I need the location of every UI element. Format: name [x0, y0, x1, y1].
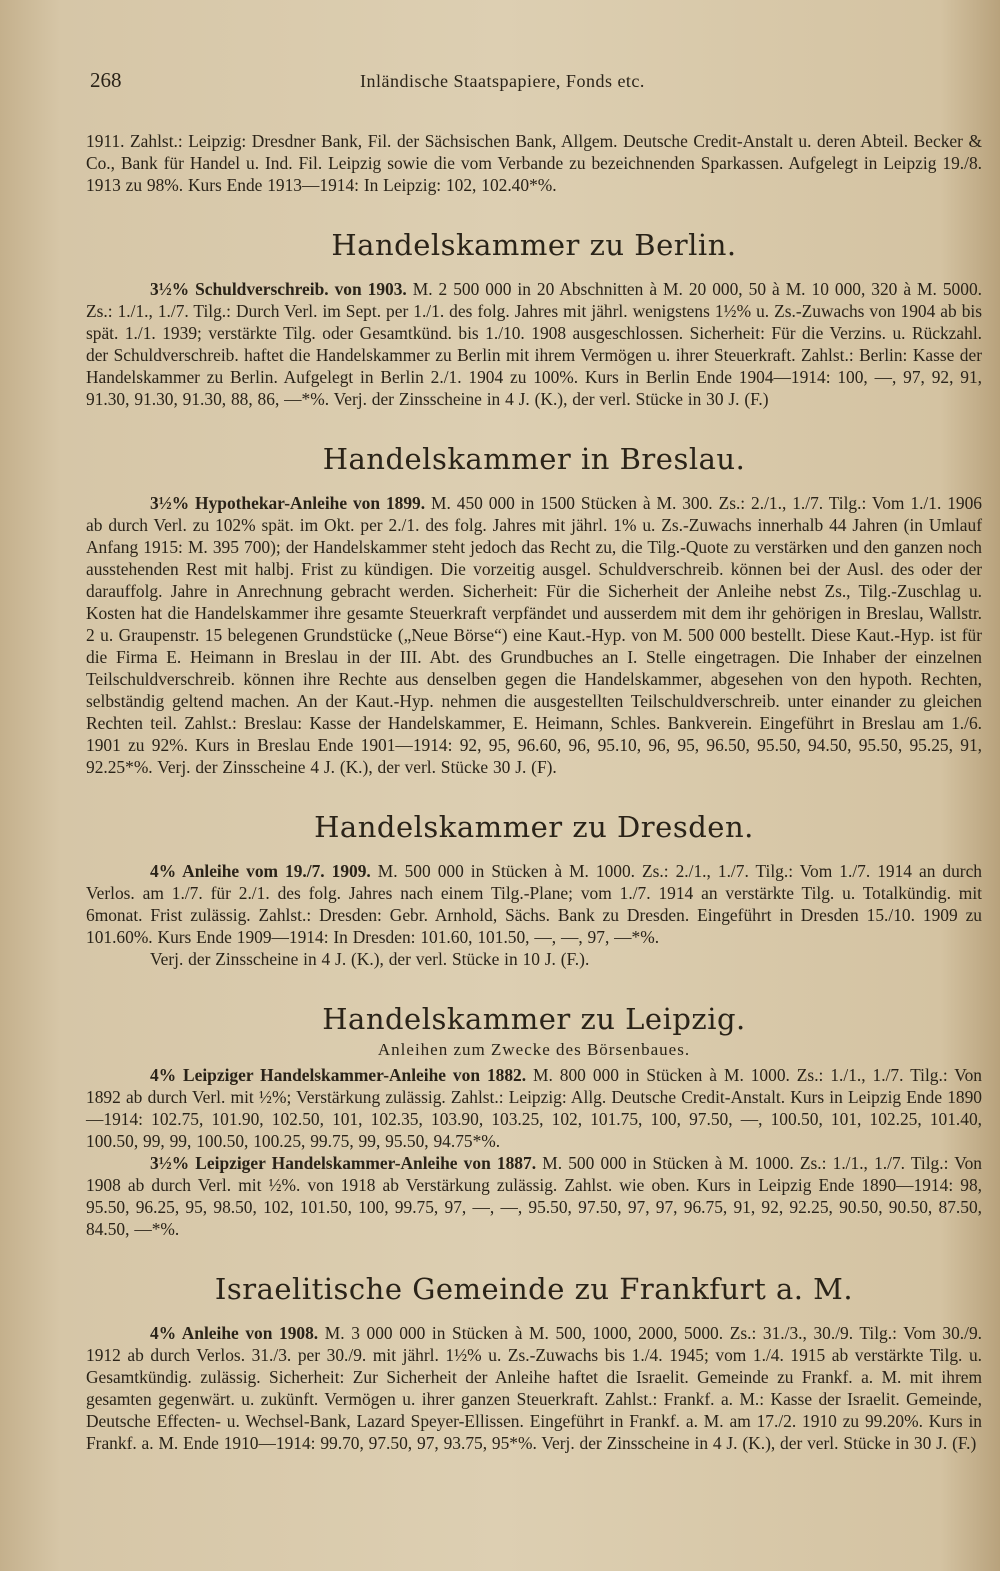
entry-paragraph	[86, 492, 982, 778]
running-head	[86, 68, 982, 104]
running-title: Inländische Staatspapiere, Fonds etc.	[360, 71, 645, 91]
entry-text: M. 3 000 000 in Stücken à M. 500, 1000, 2000, 5000. Zs.: 31./3., 30./9. Tilg.: Vom 30./9. 1912 ab durch Verlos. 31./3. per 30./9. mit jährl. 1½% u. Zs.-Zuwachs bis 1./4. 1945; vom 1./4. 1915 ab verstärkte Tilg. u. Gesamtkündig. zulässig. Sicherheit: Zur Sicherheit der Anleihe haftet die Israelit. Gemeinde zu Frankf. a. M. mit ihrem gesamten gegenwärt. u. zukünft. Vermögen u. ihrer ganzen Steuerkraft. Zahlst.: Frankf. a. M.: Kasse der Israelit. Gemeinde, Deutsche Effecten- u. Wechsel-Bank, Lazard Speyer-Ellissen. Eingeführt in Frankf. a. M. am 17./2. 1910 zu 99.20%. Kurs in Frankf. a. M. Ende 1910—1914: 99.70, 97.50, 97, 93.75, 95*%. Verj. der Zinsscheine in 4 J. (K.), der verl. Stücke in 30 J. (F.)	[86, 1323, 982, 1453]
entry-title: 4% Anleihe vom 19./7. 1909.	[150, 861, 371, 881]
page-number: 268	[90, 68, 122, 92]
intro-paragraph: 1911. Zahlst.: Leipzig: Dresdner Bank, Fil. der Sächsischen Bank, Allgem. Deutsche Credit-Anstalt u. deren Abteil. Becker & Co., Bank für Handel u. Ind. Fil. Leipzig sowie die vom Verbande zu bezeichnenden Sparkassen. Aufgelegt in Leipzig 19./8. 1913 zu 98%. Kurs Ende 1913—1914: In Leipzig: 102, 102.40*%.	[86, 131, 982, 195]
section-heading-dresden: Handelskammer zu Dresden.	[314, 810, 754, 844]
entry-text: M. 500 000 in Stücken à M. 1000. Zs.: 2./1., 1./7. Tilg.: Vom 1./7. 1914 an durch Verlos. am 1./7. für 2./1. des folg. Jahres nach einem Tilg.-Plane; vom 1./7. 1914 an verstärkte Tilg. u. Totalkündig. mit 6monat. Frist zulässig. Zahlst.: Dresden: Gebr. Arnhold, Sächs. Bank zu Dresden. Eingeführt in Dresden 15./10. 1909 zu 101.60%. Kurs Ende 1909—1914: In Dresden: 101.60, 101.50, —, —, 97, —*%.	[86, 861, 983, 947]
entry-paragraph	[86, 948, 982, 970]
entry-title: 3½% Leipziger Handelskammer-Anleihe von 1887.	[150, 1153, 537, 1173]
entry-text: Verj. der Zinsscheine in 4 J. (K.), der verl. Stücke in 10 J. (F.).	[150, 949, 590, 969]
section-subheading: Anleihen zum Zwecke des Börsenbaues.	[377, 1040, 691, 1059]
entry-text: M. 800 000 in Stücken à M. 1000. Zs.: 1./1., 1./7. Tilg.: Von 1892 ab durch Verl. mit ½%; Verstärkung zulässig. Zahlst.: Leipzig: Allg. Deutsche Credit-Anstalt. Kurs in Leipzig Ende 1890—1914: 102.75, 101.90, 102.50, 101, 102.35, 103.90, 103.25, 102, 101.75, 100, 97.50, —, 100.50, 101, 102.25, 101.40, 100.50, 99, 99, 100.50, 100.25, 99.75, 99, 95.50, 94.75*%.	[86, 1065, 982, 1151]
entry-paragraph	[86, 860, 982, 948]
entry-text: M. 2 500 000 in 20 Abschnitten à M. 20 000, 50 à M. 10 000, 320 à M. 5000. Zs.: 1./1., 1./7. Tilg.: Durch Verl. im Sept. per 1./1. des folg. Jahres mit jährl. wenigstens 1½% u. Zs.-Zuwachs von 1904 ab bis spät. 1./1. 1939; verstärkte Tilg. oder Gesamtkünd. bis 1./10. 1908 ausgeschlossen. Sicherheit: Für die Verzins. u. Rückzahl. der Schuldverschreib. haftet die Handelskammer zu Berlin mit ihrem Vermögen u. ihrer Steuerkraft. Zahlst.: Berlin: Kasse der Handelskammer zu Berlin. Aufgelegt in Berlin 2./1. 1904 zu 100%. Kurs in Berlin Ende 1904—1914: 100, —, 97, 92, 91, 91.30, 91.30, 91.30, 88, 86, —*%. Verj. der Zinsscheine in 4 J. (K.), der verl. Stücke in 30 J. (F.)	[86, 279, 982, 409]
entry-title: 3½% Hypothekar-Anleihe von 1899.	[150, 493, 426, 513]
entry-paragraph	[86, 1064, 982, 1152]
entry-paragraph	[86, 278, 982, 410]
entry-title: 3½% Schuldverschreib. von 1903.	[150, 279, 407, 299]
entry-text: M. 450 000 in 1500 Stücken à M. 300. Zs.: 2./1., 1./7. Tilg.: Vom 1./1. 1906 ab durch Verl. zu 102% spät. im Okt. per 2./1. des folg. Jahres mit jährl. 1% u. Zs.-Zuwachs innerhalb 44 Jahren (in Umlauf Anfang 1915: M. 395 700); der Handelskammer steht jedoch das Recht zu, die Tilg.-Quote zu verstärken und den ganzen noch ausstehenden Rest mit halbj. Frist zu kündigen. Die vorzeitig ausgel. Schuldverschreib. können bei der Ausl. des oder der darauffolg. Jahre in Anrechnung gebracht werden. Sicherheit: Für die Sicherheit der Anleihe nebst Zs., Tilg.-Zuschlag u. Kosten hat die Handelskammer ihre gesamte Steuerkraft verpfändet und ausserdem mit dem ihr gehörigen in Breslau, Wallstr. 2 u. Graupenstr. 15 belegenen Grundstücke („Neue Börse“) eine Kaut.-Hyp. von M. 500 000 bestellt. Diese Kaut.-Hyp. ist für die Firma E. Heimann in Breslau in der III. Abt. des Grundbuches an I. Stelle eingetragen. Die Inhaber der einzelnen Teilschuldverschreib. können ihre Rechte aus denselben gegen die Handelskammer, abgesehen von den hypoth. Rechten, selbständig geltend machen. An der Kaut.-Hyp. nehmen die ausgestellten Teilschuldverschreib. unter einander zu gleichen Rechten teil. Zahlst.: Breslau: Kasse der Handelskammer, E. Heimann, Schles. Bankverein. Eingeführt in Breslau am 1./6. 1901 zu 92%. Kurs in Breslau Ende 1901—1914: 92, 95, 96.60, 96, 95.10, 96, 95, 96.50, 95.50, 94.50, 95.50, 95.25, 91, 92.25*%. Verj. der Zinsscheine 4 J. (K.), der verl. Stücke 30 J. (F).	[86, 493, 982, 777]
entry-paragraph	[86, 1322, 982, 1454]
section-heading-frankfurt: Israelitische Gemeinde zu Frankfurt a. M.	[214, 1272, 854, 1306]
section-heading-berlin: Handelskammer zu Berlin.	[331, 228, 737, 262]
entry-text: M. 500 000 in Stücken à M. 1000. Zs.: 1./1., 1./7. Tilg.: Von 1908 ab durch Verl. mit ½%. von 1918 ab Verstärkung zulässig. Zahlst. wie oben. Kurs in Leipzig Ende 1890—1914: 98, 95.50, 96.25, 95, 98.50, 102, 101.50, 100, 99.75, 97, —, —, 95.50, 97.50, 97, 97, 96.75, 91, 92, 92.25, 90.50, 90.50, 87.50, 84.50, —*%.	[86, 1153, 982, 1239]
entry-title: 4% Leipziger Handelskammer-Anleihe von 1882.	[150, 1065, 527, 1085]
section-heading-breslau: Handelskammer in Breslau.	[322, 442, 746, 476]
entry-title: 4% Anleihe von 1908.	[150, 1323, 319, 1343]
section-heading-leipzig: Handelskammer zu Leipzig.	[322, 1002, 746, 1036]
entry-paragraph	[86, 1152, 982, 1240]
